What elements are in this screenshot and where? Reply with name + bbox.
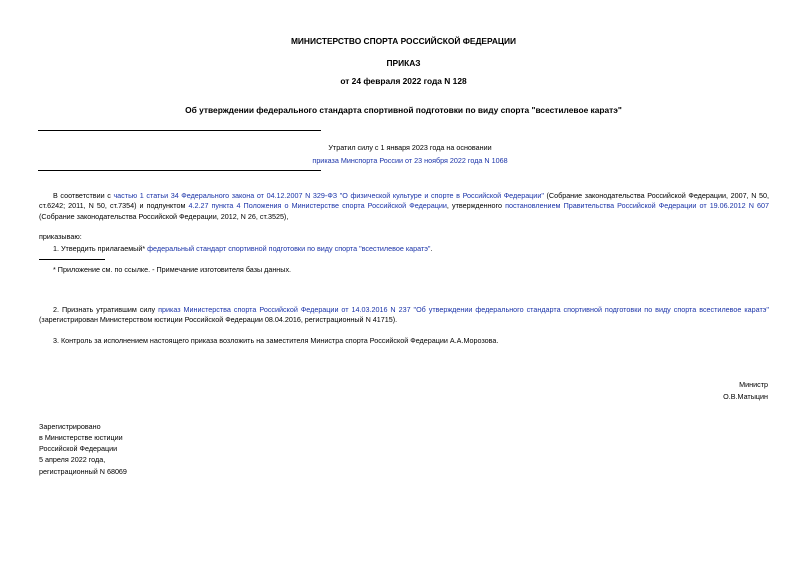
standard-link[interactable]: федеральный стандарт спортивной подготовки по виду спорта "всестилевое каратэ" <box>147 244 431 253</box>
repealed-order-link[interactable]: приказ Министерства спорта Российской Федерации от 14.03.2016 N 237 "Об утверждении федерального стандарта спортивной подготовки по виду спорта всестилевое каратэ" <box>158 305 769 314</box>
document-date-number: от 24 февраля 2022 года N 128 <box>340 76 467 86</box>
preamble-text-3: , утвержденного <box>446 201 506 211</box>
resolution-link[interactable]: постановлением Правительства Российской Федерации от 19.06.2012 N 607 <box>505 201 769 211</box>
preamble-paragraph <box>39 191 769 222</box>
item-2-text-2: (зарегистрирован Министерством юстиции Российской Федерации 08.04.2016, регистрационный N 41715). <box>39 315 398 325</box>
item-1 <box>39 244 769 254</box>
footnote-text: * Приложение см. по ссылке. - Примечание изготовителя базы данных. <box>53 265 292 274</box>
item-2 <box>39 305 769 326</box>
footnote <box>39 265 769 275</box>
document-subject: Об утверждении федерального стандарта спортивной подготовки по виду спорта "всестилевое каратэ" <box>185 105 622 115</box>
lost-force-text: Утратил силу с 1 января 2023 года на основании <box>328 143 492 152</box>
preamble-text-1: В соответствии с <box>53 191 114 200</box>
registration-line-5: регистрационный N 68069 <box>39 466 127 476</box>
order-word: приказываю: <box>39 232 82 241</box>
item-3-text: 3. Контроль за исполнением настоящего приказа возложить на заместителя Министра спорта Российской Федерации А.А.Морозова. <box>53 336 499 345</box>
regulation-link[interactable]: 4.2.27 пункта 4 Положения о Министерстве спорта Российской Федерации <box>188 201 447 211</box>
preamble-text-4: (Собрание законодательства Российской Федерации, 2012, N 26, ст.3525), <box>39 211 289 221</box>
document-type: ПРИКАЗ <box>386 58 421 68</box>
registration-line-3: Российской Федерации <box>39 444 118 454</box>
registration-line-2: в Министерстве юстиции <box>39 433 123 443</box>
item-3 <box>39 336 769 346</box>
signature-position: Министр <box>739 380 768 389</box>
ministry-title: МИНИСТЕРСТВО СПОРТА РОССИЙСКОЙ ФЕДЕРАЦИИ <box>290 36 517 46</box>
law-link[interactable]: частью 1 статьи 34 Федерального закона от 04.12.2007 N 329-ФЗ "О физической культуре и спорте в Российской Федерации" <box>113 191 544 200</box>
preamble-text-2: (Собрание законодательства Российской Федерации, 2007, N 50, ст.6242; 2011, N 50, ст.7354) и подпунктом <box>39 191 769 211</box>
registration-block <box>39 421 127 477</box>
signature-name: О.В.Матыцин <box>723 391 768 401</box>
separator-top <box>38 130 321 131</box>
item-2-text-1: 2. Признать утратившим силу <box>53 305 159 314</box>
item-1-text-1: 1. Утвердить прилагаемый* <box>53 244 148 253</box>
signature-block <box>723 379 768 403</box>
lost-force-note <box>220 142 600 168</box>
lost-force-link[interactable]: приказа Минспорта России от 23 ноября 2022 года N 1068 <box>312 155 508 165</box>
item-1-text-2: . <box>430 244 433 253</box>
separator-bottom <box>38 170 321 171</box>
registration-line-1: Зарегистрировано <box>39 422 101 431</box>
registration-line-4: 5 апреля 2022 года, <box>39 455 106 465</box>
footnote-separator <box>39 259 105 260</box>
